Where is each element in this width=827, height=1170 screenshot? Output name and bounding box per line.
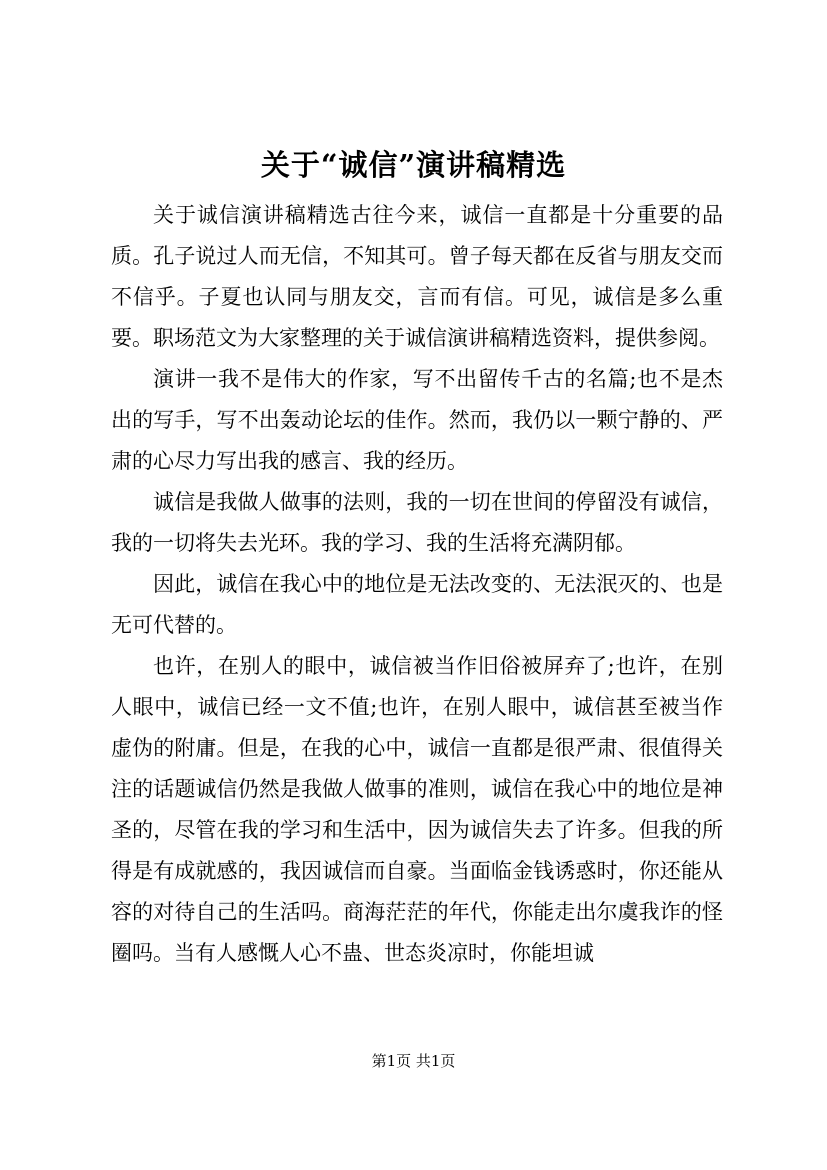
document-title: 关于“诚信”演讲稿精选 xyxy=(260,148,567,182)
paragraph: 演讲一我不是伟大的作家，写不出留传千古的名篇;也不是杰出的写手，写不出轰动论坛的佳作。然而，我仍以一颗宁静的、严肃的心尽力写出我的感言、我的经历。 xyxy=(111,367,723,473)
paragraph: 诚信是我做人做事的法则，我的一切在世间的停留没有诚信，我的一切将失去光环。我的学习、我的生活将充满阴郁。 xyxy=(111,490,723,555)
paragraph: 因此，诚信在我心中的地位是无法改变的、无法泯灭的、也是无可代替的。 xyxy=(111,572,723,637)
paragraph: 也许，在别人的眼中，诚信被当作旧俗被屏弃了;也许，在别人眼中，诚信已经一文不值;也许，在别人眼中，诚信甚至被当作虚伪的附庸。但是，在我的心中，诚信一直都是很严肃、很值得关注的话题诚信仍然是我做人做事的准则，诚信在我心中的地位是神圣的，尽管在我的学习和生活中，因为诚信失去了许多。但我的所得是有成就感的，我因诚信而自豪。当面临金钱诱惑时，你还能从容的对待自己的生活吗。商海茫茫的年代，你能走出尔虞我诈的怪圈吗。当有人感慨人心不蛊、世态炎凉时，你能坦诚 xyxy=(111,654,723,965)
page-footer: 第1页 共1页 xyxy=(371,1052,456,1070)
document-body xyxy=(111,195,723,974)
paragraph: 关于诚信演讲稿精选古往今来，诚信一直都是十分重要的品质。孔子说过人而无信，不知其可。曾子每天都在反省与朋友交而不信乎。子夏也认同与朋友交，言而有信。可见，诚信是多么重要。职场范文为大家整理的关于诚信演讲稿精选资料，提供参阅。 xyxy=(111,203,723,350)
